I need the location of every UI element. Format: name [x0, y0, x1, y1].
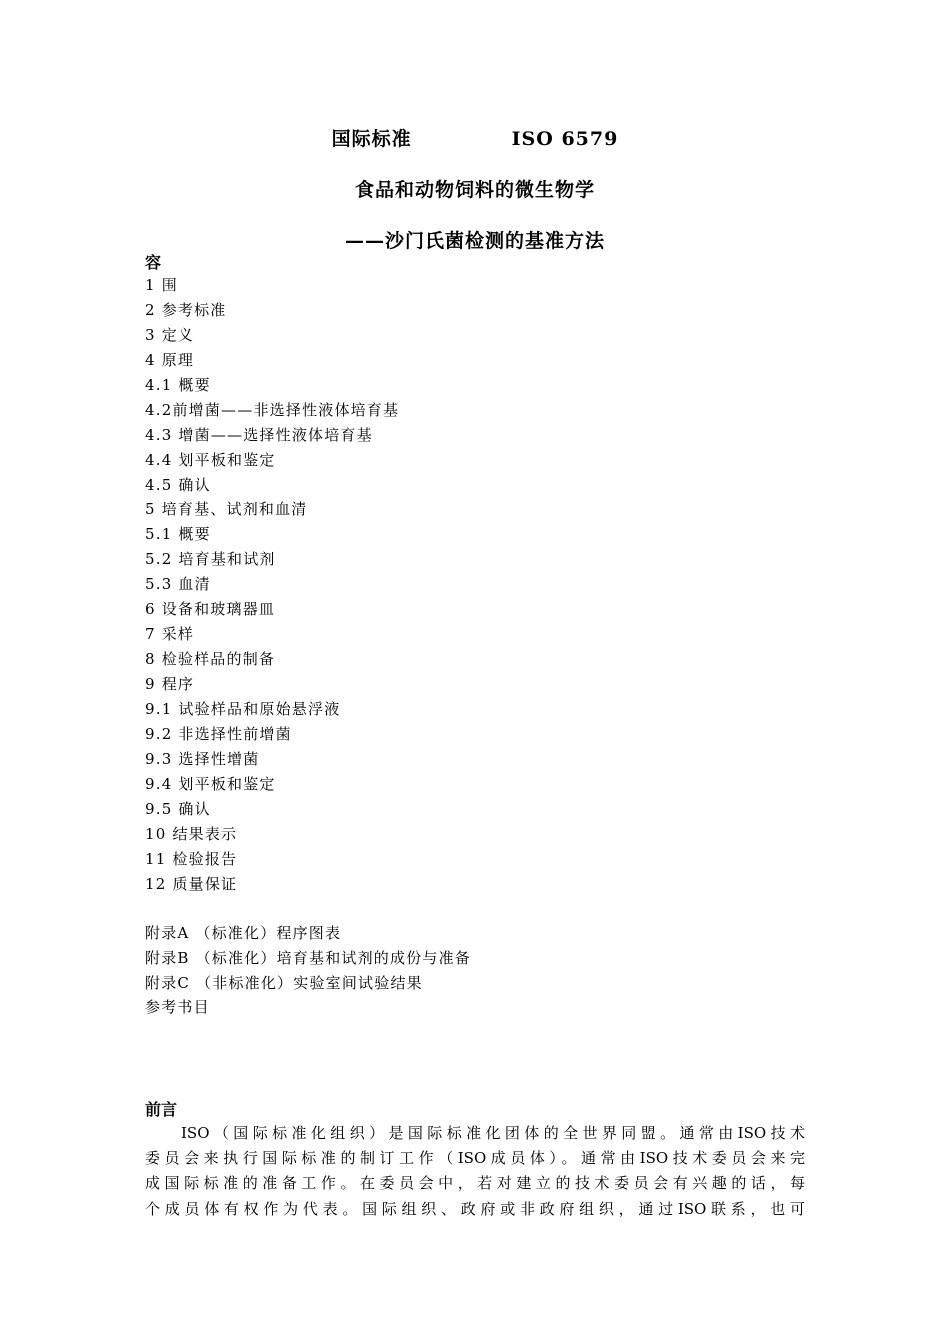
- toc-item: 5.1 概要: [145, 525, 211, 544]
- toc-item: 9.1 试验样品和原始悬浮液: [145, 699, 341, 718]
- toc-item: 4.4 划平板和鉴定: [145, 450, 276, 469]
- title-text: 国际标准: [331, 128, 412, 150]
- foreword-paragraph: [145, 1121, 805, 1222]
- foreword-line: ISO（国际标准化组织）是国际标准化团体的全世界同盟。通常由ISO技术: [181, 1124, 805, 1142]
- annex-item: 附录A （标准化）程序图表: [145, 924, 342, 942]
- annex-item: 附录B （标准化）培育基和试剂的成份与准备: [145, 948, 471, 967]
- toc-item: 9.3 选择性增菌: [145, 749, 260, 768]
- annex-list: [145, 921, 471, 1020]
- toc-heading: 容: [145, 253, 162, 272]
- toc-item: 11 检验报告: [145, 849, 238, 868]
- toc-item: 5 培育基、试剂和血清: [145, 500, 308, 519]
- toc-item: 9 程序: [145, 675, 195, 693]
- foreword-line: 委员会来执行国际标准的制订工作（ISO成员体）。通常由ISO技术委员会来完: [145, 1149, 805, 1168]
- toc-item: 12 质量保证: [145, 874, 238, 893]
- toc-item: 9.2 非选择性前增菌: [145, 724, 292, 743]
- foreword-line: 个成员体有权作为代表。国际组织、政府或非政府组织，通过ISO联系，也可: [145, 1199, 805, 1218]
- foreword-line: 成国际标准的准备工作。在委员会中，若对建立的技术委员会有兴趣的话，每: [145, 1174, 805, 1193]
- document-title: [0, 124, 950, 151]
- toc-item: 4.1 概要: [145, 375, 211, 394]
- toc-item: 9.4 划平板和鉴定: [145, 774, 276, 793]
- standard-code: ISO 6579: [511, 128, 619, 150]
- table-of-contents: [145, 273, 399, 896]
- toc-item: 5.2 培育基和试剂: [145, 550, 276, 569]
- toc-item: 4.5 确认: [145, 475, 211, 494]
- toc-item: 8 检验样品的制备: [145, 650, 276, 669]
- toc-item: 4.2前增菌——非选择性液体培育基: [145, 400, 400, 419]
- document-subtitle: 食品和动物饲料的微生物学: [354, 179, 595, 201]
- annex-item: 参考书目: [145, 998, 210, 1017]
- toc-item: 4.3 增菌——选择性液体培育基: [145, 425, 373, 444]
- document-subtitle-2: ——沙门氏菌检测的基准方法: [344, 230, 605, 252]
- toc-item: 6 设备和玻璃器皿: [145, 600, 276, 619]
- toc-item: 5.3 血清: [145, 575, 211, 594]
- toc-item: 7 采样: [145, 625, 195, 644]
- toc-item: 10 结果表示: [145, 824, 238, 843]
- toc-item: 4 原理: [145, 350, 195, 369]
- annex-item: 附录C （非标准化）实验室间试验结果: [145, 973, 423, 992]
- toc-item: 1 围: [145, 276, 178, 294]
- toc-item: 3 定义: [145, 325, 195, 344]
- toc-item: 2 参考标准: [145, 300, 227, 319]
- toc-item: 9.5 确认: [145, 799, 211, 818]
- foreword-heading: 前言: [145, 1100, 178, 1119]
